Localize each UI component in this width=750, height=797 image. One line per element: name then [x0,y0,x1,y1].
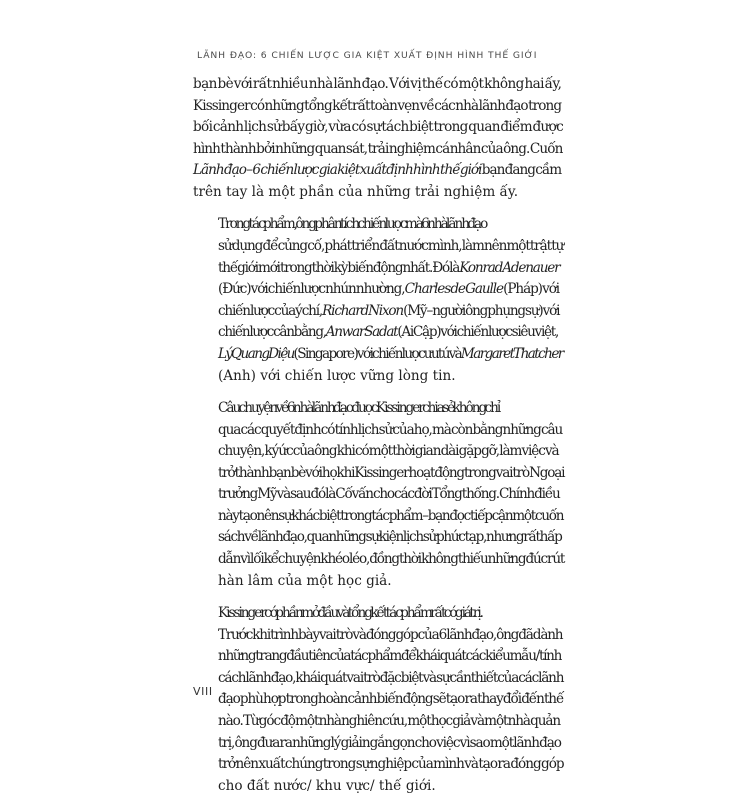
text-run: cho đất nước/ khu vực/ thế giới. [218,777,436,794]
text-line [193,322,563,344]
text-line [193,258,563,280]
text-line [193,776,563,797]
text-run: thế giới mới trong thời kỳ biến động nhất. Đó là [218,259,460,276]
text-run: trị, ông đưa ra những lý giải ngắn gọn cho việc vì sao một lãnh đạo [218,734,561,751]
paragraph [193,74,563,204]
text-line [193,117,563,139]
text-line [193,549,563,571]
text-run: hình thành bởi những quan sát, trải nghiệm cá nhân của ông. Cuốn [193,140,563,157]
text-run: (Ai Cập) với chiến lược siêu việt, [397,324,558,341]
text-line [193,420,563,442]
text-run: này tạo nên sự khác biệt trong tác phẩm – bạn đọc tiếp cận một cuốn [218,507,564,524]
text-line [193,527,563,549]
text-run: (Mỹ – người ông phụng sự) với [402,302,560,319]
text-run: Trong tác phẩm, ông phân tích chiến lược mà 6 nhà lãnh đạo [218,216,487,233]
running-header: LÃNH ĐẠO: 6 CHIẾN LƯỢC GIA KIỆT XUẤT ĐỊNH HÌNH THẾ GIỚI [197,50,538,61]
text-run: (Singapore) với chiến lược ưu tú và [293,345,461,362]
text-run: trên tay là một phần của những trải nghiệm ấy. [193,183,519,200]
text-line [193,160,563,182]
text-line [193,279,563,301]
text-run: bạn đang cầm [481,162,562,179]
text-line [193,625,563,647]
text-run: chuyện, ký ức của ông khi có một thời gian dài gặp gỡ, làm việc và [218,443,559,460]
text-run: (Pháp) với [502,281,560,298]
text-line [193,441,563,463]
text-run: (Anh) với chiến lược vững lòng tin. [218,367,456,384]
text-line [193,646,563,668]
text-line [193,484,563,506]
paragraph [193,214,563,387]
text-run: sách về lãnh đạo, qua những sự kiện lịch sử phức tạp, nhưng rất hấp [218,529,562,546]
text-line [193,711,563,733]
text-run: chiến lược cân bằng, [218,324,326,341]
text-line [193,733,563,755]
body-text [193,74,563,797]
text-run: Kissinger có những tổng kết rất toàn vẹn về các nhà lãnh đạo trong [193,97,562,114]
text-line [193,689,563,711]
text-run: qua các quyết định có tính lịch sử của họ, mà còn bằng những câu [218,421,563,438]
text-line [193,301,563,323]
paragraph [193,603,563,797]
text-run: Kissinger có phần mở đầu và tổng kết tác phẩm rất có giá trị. [218,605,482,622]
text-line [193,236,563,258]
text-run: trở thành bạn bè với họ khi Kissinger hoạt động trong vai trò Ngoại [218,464,565,481]
text-line [193,96,563,118]
text-line [193,344,563,366]
text-line [193,463,563,485]
italic-text: Charles de Gaulle [404,281,503,298]
text-line [193,74,563,96]
text-run: Trước khi trình bày vai trò và đóng góp của 6 lãnh đạo, ông đã dành [218,626,563,643]
text-line [193,506,563,528]
text-line [193,214,563,236]
text-run: bạn bè với rất nhiều nhà lãnh đạo. Với vị thế có một không hai ấy, [193,76,562,92]
text-line [193,603,563,625]
text-line [193,182,563,204]
text-run: dẫn vì lối kể chuyện khéo léo, đồng thời không thiếu những đúc rút [218,551,565,568]
paragraph [193,398,563,592]
text-line [193,754,563,776]
text-run: trưởng Mỹ và sau đó là Cố vấn cho các đời Tổng thống. Chính điều [218,486,560,503]
text-run: những trang đầu tiên của tác phẩm để khái quát các kiểu mẫu/ tính [218,648,562,665]
text-run: chiến lược của ý chí, [218,302,323,319]
text-line [193,668,563,690]
text-run: sử dụng để củng cố, phát triển đất nước mình, làm nên một trật tự [218,237,564,254]
text-run: Câu chuyện về 6 nhà lãnh đạo được Kissinger chia sẻ không chỉ [218,399,500,416]
italic-text: Margaret Thatcher [460,345,563,362]
text-run: hàn lâm của một học giả. [218,572,392,589]
text-run: trở nên xuất chúng trong sự nghiệp của mình và tạo ra đóng góp [218,756,564,773]
text-run: nào. Từ góc độ một nhà nghiên cứu, một học giả và một nhà quản [218,713,561,730]
italic-text: Richard Nixon [322,302,403,319]
text-line [193,139,563,161]
text-run: (Đức) với chiến lược nhún nhường, [218,281,405,298]
text-run: cách lãnh đạo, khái quát vai trò đặc biệt và sự cần thiết của các lãnh [218,669,564,686]
italic-text: Konrad Adenauer [459,259,560,276]
text-run: đạo phù hợp trong hoàn cảnh biến động sẽ tạo ra thay đổi đến thế [218,691,564,708]
text-line [193,366,563,388]
page-number: VIII [193,685,213,698]
text-line [193,398,563,420]
text-line [193,571,563,593]
italic-text: Lý Quang Diệu [218,345,294,362]
italic-text: Lãnh đạo – 6 chiến lược gia kiệt xuất định hình thế giới [193,162,482,179]
text-run: bối cảnh lịch sử bấy giờ, vừa có sự tách biệt trong quan điểm được [193,119,563,136]
italic-text: Anwar Sadat [325,324,398,341]
